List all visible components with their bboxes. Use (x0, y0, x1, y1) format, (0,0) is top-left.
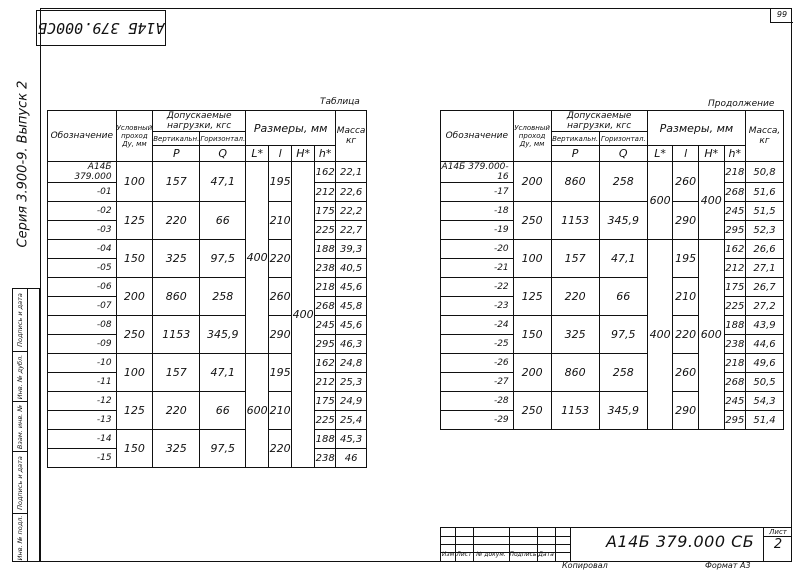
table-cell: 260 (269, 278, 292, 316)
table-cell: 250 (513, 202, 551, 240)
table-cell: 325 (153, 240, 200, 278)
col-vertical: Вертикальн. (551, 132, 599, 146)
table-cell: А14Б 379.000 (48, 162, 117, 183)
table-cell: 225 (315, 411, 336, 430)
table-row (48, 316, 367, 335)
table-cell: 175 (724, 278, 745, 297)
table-cell: -15 (48, 449, 117, 468)
table-cell: -27 (441, 373, 514, 392)
table-cell: 97,5 (599, 316, 647, 354)
table-cell: 218 (724, 354, 745, 373)
table-row (48, 392, 367, 411)
table-cell: 125 (513, 278, 551, 316)
table-cell: 268 (315, 297, 336, 316)
table-cell: 157 (153, 354, 200, 392)
col-designation: Обозначение (48, 111, 117, 162)
table-cell: 238 (315, 449, 336, 468)
table-cell: 238 (315, 259, 336, 278)
table-cell: -14 (48, 430, 117, 449)
table-cell: 268 (724, 183, 745, 202)
table-row (441, 240, 784, 259)
table-cell: 600 (246, 354, 269, 468)
col-loads: Допускаемые нагрузки, кгс (551, 111, 647, 132)
col-designation: Обозначение (441, 111, 514, 162)
sheet-number-top: 99 (770, 8, 793, 23)
table-cell: 45,6 (336, 316, 367, 335)
table-cell: -22 (441, 278, 514, 297)
stamp-cell: Взам. инв. № (13, 401, 27, 452)
table-cell: А14Б 379.000-16 (441, 162, 514, 183)
series-label: Серия 3.900-9. Выпуск 2 (15, 80, 31, 248)
table-cell: 195 (269, 354, 292, 392)
spec-table-1 (47, 110, 367, 468)
table-cell: -01 (48, 183, 117, 202)
table-row (441, 392, 784, 411)
table-row (48, 354, 367, 373)
table-cell: 27,2 (746, 297, 784, 316)
table-cell: 47,1 (200, 162, 246, 202)
table-cell: -12 (48, 392, 117, 411)
col-loads: Допускаемые нагрузки, кгс (153, 111, 246, 132)
title-block (440, 527, 792, 562)
table-cell: 45,6 (336, 278, 367, 297)
table-cell: 49,6 (746, 354, 784, 373)
sheet-box (763, 528, 792, 561)
table-cell: 157 (551, 240, 599, 278)
table-cell: 40,5 (336, 259, 367, 278)
table-cell: 258 (599, 354, 647, 392)
col-vertical: Вертикальн. (153, 132, 200, 146)
table-cell: -04 (48, 240, 117, 259)
col-p: P (153, 146, 200, 162)
table-row (441, 316, 784, 335)
table-cell: -24 (441, 316, 514, 335)
corner-code-box (36, 10, 166, 46)
table-cell: 220 (673, 316, 699, 354)
col-H: H* (292, 146, 315, 162)
table-row (48, 202, 367, 221)
table-cell: 188 (315, 430, 336, 449)
table-cell: 97,5 (200, 430, 246, 468)
table-cell: 290 (673, 202, 699, 240)
table-cell: -10 (48, 354, 117, 373)
stamp-cell: Подпись и дата (16, 293, 24, 347)
col-q: Q (599, 146, 647, 162)
table-cell: 51,4 (746, 411, 784, 430)
table-cell: 125 (116, 202, 153, 240)
table-cell: -06 (48, 278, 117, 297)
table-cell: 860 (551, 354, 599, 392)
table-cell: 25,4 (336, 411, 367, 430)
col-h: h* (724, 146, 745, 162)
col-dims: Размеры, мм (246, 111, 336, 146)
table-cell: -17 (441, 183, 514, 202)
table-cell: 210 (269, 202, 292, 240)
tb-label: Лист (456, 551, 472, 558)
table-cell: 290 (673, 392, 699, 430)
table-cell: 54,3 (746, 392, 784, 411)
table-cell: 400 (292, 162, 315, 468)
table-cell: 220 (551, 278, 599, 316)
table-cell: 97,5 (200, 240, 246, 278)
sheet-number: 2 (773, 537, 783, 552)
title-block-grid (441, 528, 571, 561)
table-cell: 250 (513, 392, 551, 430)
table-cell: 26,7 (746, 278, 784, 297)
table-cell: -23 (441, 297, 514, 316)
table-cell: 325 (153, 430, 200, 468)
copied-label: Копировал (562, 561, 608, 570)
table-cell: 175 (315, 202, 336, 221)
table-cell: -18 (441, 202, 514, 221)
table-cell: 860 (551, 162, 599, 202)
col-l: l (269, 146, 292, 162)
col-q: Q (200, 146, 246, 162)
table-cell: 45,3 (336, 430, 367, 449)
table-cell: -21 (441, 259, 514, 278)
table-cell: 260 (673, 354, 699, 392)
table-row (48, 240, 367, 259)
table-cell: 162 (724, 240, 745, 259)
table-cell: 225 (315, 221, 336, 240)
table-cell: -02 (48, 202, 117, 221)
table-cell: 22,2 (336, 202, 367, 221)
document-code: А14Б 379.000 СБ (606, 532, 755, 551)
table-cell: 195 (673, 240, 699, 278)
table-cell: 125 (116, 392, 153, 430)
table-cell: -09 (48, 335, 117, 354)
table-cell: -11 (48, 373, 117, 392)
sheet-label: Лист (764, 528, 792, 537)
spec-table-2 (440, 110, 784, 430)
table-cell: 22,7 (336, 221, 367, 240)
table-row (441, 278, 784, 297)
table-cell: 220 (269, 240, 292, 278)
table-cell: 1153 (153, 316, 200, 354)
table-cell: 210 (673, 278, 699, 316)
corner-code: А14Б 379.000СБ (37, 19, 165, 37)
table-cell: -08 (48, 316, 117, 335)
table-cell: 66 (200, 392, 246, 430)
tb-label: Дата (538, 551, 554, 558)
table-cell: 27,1 (746, 259, 784, 278)
table-cell: 1153 (551, 202, 599, 240)
tb-label: Изм (441, 551, 455, 558)
stamp-cell: Инв. № подл. (13, 513, 27, 562)
col-horizontal: Горизонтал. (599, 132, 647, 146)
table-cell: 188 (315, 240, 336, 259)
table-cell: 46 (336, 449, 367, 468)
table-cell: -25 (441, 335, 514, 354)
table-row (48, 278, 367, 297)
table-cell: 46,3 (336, 335, 367, 354)
table-cell: 295 (315, 335, 336, 354)
table-cell: 50,8 (746, 162, 784, 183)
table-cell: 345,9 (599, 392, 647, 430)
table-cell: 150 (513, 316, 551, 354)
table-cell: 295 (724, 411, 745, 430)
table-cell: -20 (441, 240, 514, 259)
table-cell: 218 (724, 162, 745, 183)
table-cell: 245 (724, 392, 745, 411)
table-cell: 52,3 (746, 221, 784, 240)
table-cell: 157 (153, 162, 200, 202)
col-p: P (551, 146, 599, 162)
table-cell: 238 (724, 335, 745, 354)
tb-label: № докум. (476, 551, 506, 558)
table-cell: 225 (724, 297, 745, 316)
col-mass: Масса кг (336, 111, 367, 162)
table-cell: 220 (153, 202, 200, 240)
table-cell: 212 (315, 183, 336, 202)
table-cell: 245 (724, 202, 745, 221)
table-cell: 66 (599, 278, 647, 316)
table-cell: 51,5 (746, 202, 784, 221)
table-cell: -05 (48, 259, 117, 278)
table-cell: 175 (315, 392, 336, 411)
table-cell: 250 (116, 316, 153, 354)
table-cell: 195 (269, 162, 292, 202)
table-row (441, 202, 784, 221)
table-cell: 22,1 (336, 162, 367, 183)
table-row (48, 430, 367, 449)
col-horizontal: Горизонтал. (200, 132, 246, 146)
format-label: Формат А3 (705, 561, 751, 570)
col-dn: Условный проход Ду, мм (513, 111, 551, 162)
table-cell: 100 (513, 240, 551, 278)
table-row (48, 162, 367, 183)
table-cell: 66 (200, 202, 246, 240)
table-cell: 325 (551, 316, 599, 354)
table-cell: -28 (441, 392, 514, 411)
table-cell: 43,9 (746, 316, 784, 335)
table-cell: 220 (153, 392, 200, 430)
table-cell: 24,8 (336, 354, 367, 373)
table-cell: 150 (116, 430, 153, 468)
table-cell: 400 (698, 162, 724, 240)
table-cell: 220 (269, 430, 292, 468)
table-cell: 290 (269, 316, 292, 354)
stamp-strip (12, 288, 28, 562)
table-cell: 200 (513, 354, 551, 392)
table-cell: 51,6 (746, 183, 784, 202)
table-cell: 258 (200, 278, 246, 316)
table-cell: -19 (441, 221, 514, 240)
col-L: L* (647, 146, 673, 162)
col-h: h* (315, 146, 336, 162)
col-L: L* (246, 146, 269, 162)
table1-caption: Таблица (320, 97, 360, 107)
table-cell: 212 (315, 373, 336, 392)
col-dn: Условный проход Ду, мм (116, 111, 153, 162)
table-cell: 24,9 (336, 392, 367, 411)
col-mass: Масса, кг (746, 111, 784, 162)
table-cell: 268 (724, 373, 745, 392)
table-cell: 260 (673, 162, 699, 202)
table-cell: 100 (116, 354, 153, 392)
table-cell: -13 (48, 411, 117, 430)
table-cell: 210 (269, 392, 292, 430)
table-cell: 400 (647, 240, 673, 430)
table-cell: 22,6 (336, 183, 367, 202)
stamp-cell: Инв. № дубл. (13, 351, 27, 402)
table-cell: -29 (441, 411, 514, 430)
stamp-strip-blank (28, 288, 40, 562)
table-cell: 400 (246, 162, 269, 354)
table-cell: -07 (48, 297, 117, 316)
table-cell: 162 (315, 354, 336, 373)
table-cell: 600 (647, 162, 673, 240)
table-cell: 47,1 (599, 240, 647, 278)
table-cell: 47,1 (200, 354, 246, 392)
table-cell: 218 (315, 278, 336, 297)
table2-caption: Продолжение (708, 99, 775, 109)
table-cell: -26 (441, 354, 514, 373)
table-cell: 100 (116, 162, 153, 202)
col-H: H* (698, 146, 724, 162)
table-cell: 1153 (551, 392, 599, 430)
col-dims: Размеры, мм (647, 111, 745, 146)
table-cell: 50,5 (746, 373, 784, 392)
tb-label: Подпись (509, 551, 537, 558)
table-cell: 26,6 (746, 240, 784, 259)
table-cell: 245 (315, 316, 336, 335)
table-cell: 45,8 (336, 297, 367, 316)
stamp-cell: Подпись и дата (13, 451, 27, 514)
table-cell: 39,3 (336, 240, 367, 259)
table-cell: 600 (698, 240, 724, 430)
table-cell: 25,3 (336, 373, 367, 392)
table-cell: 860 (153, 278, 200, 316)
table-cell: 258 (599, 162, 647, 202)
table-row (441, 162, 784, 183)
col-l: l (673, 146, 699, 162)
table-cell: 162 (315, 162, 336, 183)
table-cell: 200 (116, 278, 153, 316)
table-row (441, 354, 784, 373)
table-cell: 188 (724, 316, 745, 335)
table-cell: 345,9 (599, 202, 647, 240)
table-cell: 200 (513, 162, 551, 202)
table-cell: 295 (724, 221, 745, 240)
table-cell: 345,9 (200, 316, 246, 354)
table-cell: 44,6 (746, 335, 784, 354)
table-cell: -03 (48, 221, 117, 240)
table-cell: 150 (116, 240, 153, 278)
table-cell: 212 (724, 259, 745, 278)
